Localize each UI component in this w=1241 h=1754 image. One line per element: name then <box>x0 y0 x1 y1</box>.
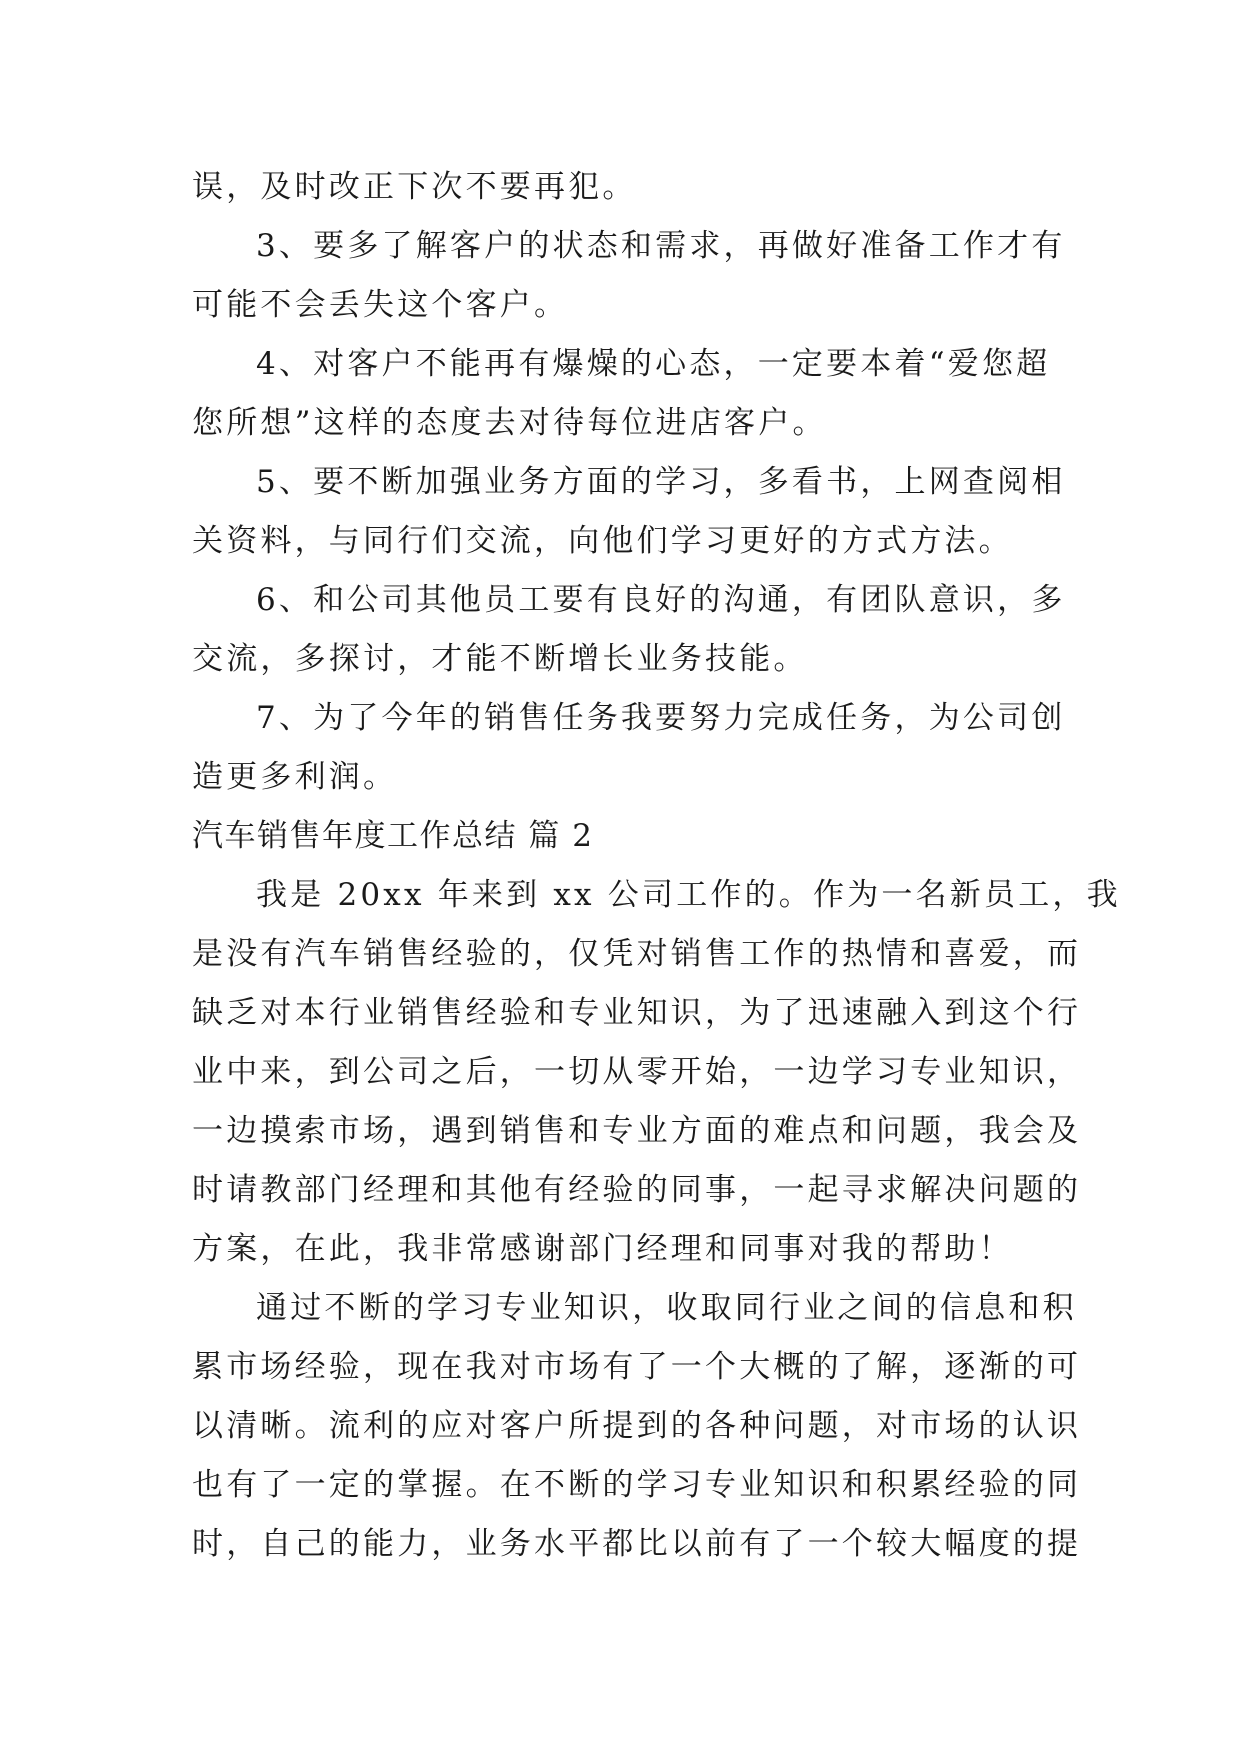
section-heading: 汽车销售年度工作总结 篇 2 <box>192 818 594 854</box>
text-line: 误，及时改正下次不要再犯。 <box>192 169 637 205</box>
text-line: 累市场经验，现在我对市场有了一个大概的了解，逐渐的可 <box>192 1349 1082 1385</box>
text-line: 7、为了今年的销售任务我要努力完成任务，为公司创 <box>256 700 1066 736</box>
text-line: 造更多利润。 <box>192 759 398 795</box>
text-line: 4、对客户不能再有爆燥的心态，一定要本着“爱您超 <box>256 346 1051 382</box>
text-line: 我是 20xx 年来到 xx 公司工作的。作为一名新员工，我 <box>256 877 1121 913</box>
text-line: 3、要多了解客户的状态和需求，再做好准备工作才有 <box>256 228 1066 264</box>
text-line: 业中来，到公司之后，一切从零开始，一边学习专业知识， <box>192 1054 1082 1090</box>
text-line: 您所想”这样的态度去对待每位进店客户。 <box>192 405 827 441</box>
text-line: 以清晰。流利的应对客户所提到的各种问题，对市场的认识 <box>192 1408 1082 1444</box>
document-body <box>192 158 1121 1574</box>
text-line: 6、和公司其他员工要有良好的沟通，有团队意识，多 <box>256 582 1066 618</box>
text-line: 5、要不断加强业务方面的学习，多看书，上网查阅相 <box>256 464 1066 500</box>
text-line: 通过不断的学习专业知识，收取同行业之间的信息和积 <box>256 1290 1077 1326</box>
text-line: 时，自己的能力，业务水平都比以前有了一个较大幅度的提 <box>192 1526 1082 1562</box>
text-line: 可能不会丢失这个客户。 <box>192 287 569 323</box>
text-line: 交流，多探讨，才能不断增长业务技能。 <box>192 641 808 677</box>
text-line: 也有了一定的掌握。在不断的学习专业知识和积累经验的同 <box>192 1467 1082 1503</box>
text-line: 关资料，与同行们交流，向他们学习更好的方式方法。 <box>192 523 1013 559</box>
text-line: 方案，在此，我非常感谢部门经理和同事对我的帮助！ <box>192 1231 1013 1267</box>
text-line: 是没有汽车销售经验的，仅凭对销售工作的热情和喜爱，而 <box>192 936 1082 972</box>
text-line: 时请教部门经理和其他有经验的同事，一起寻求解决问题的 <box>192 1172 1082 1208</box>
text-line: 缺乏对本行业销售经验和专业知识，为了迅速融入到这个行 <box>192 995 1082 1031</box>
text-line: 一边摸索市场，遇到销售和专业方面的难点和问题，我会及 <box>192 1113 1082 1149</box>
